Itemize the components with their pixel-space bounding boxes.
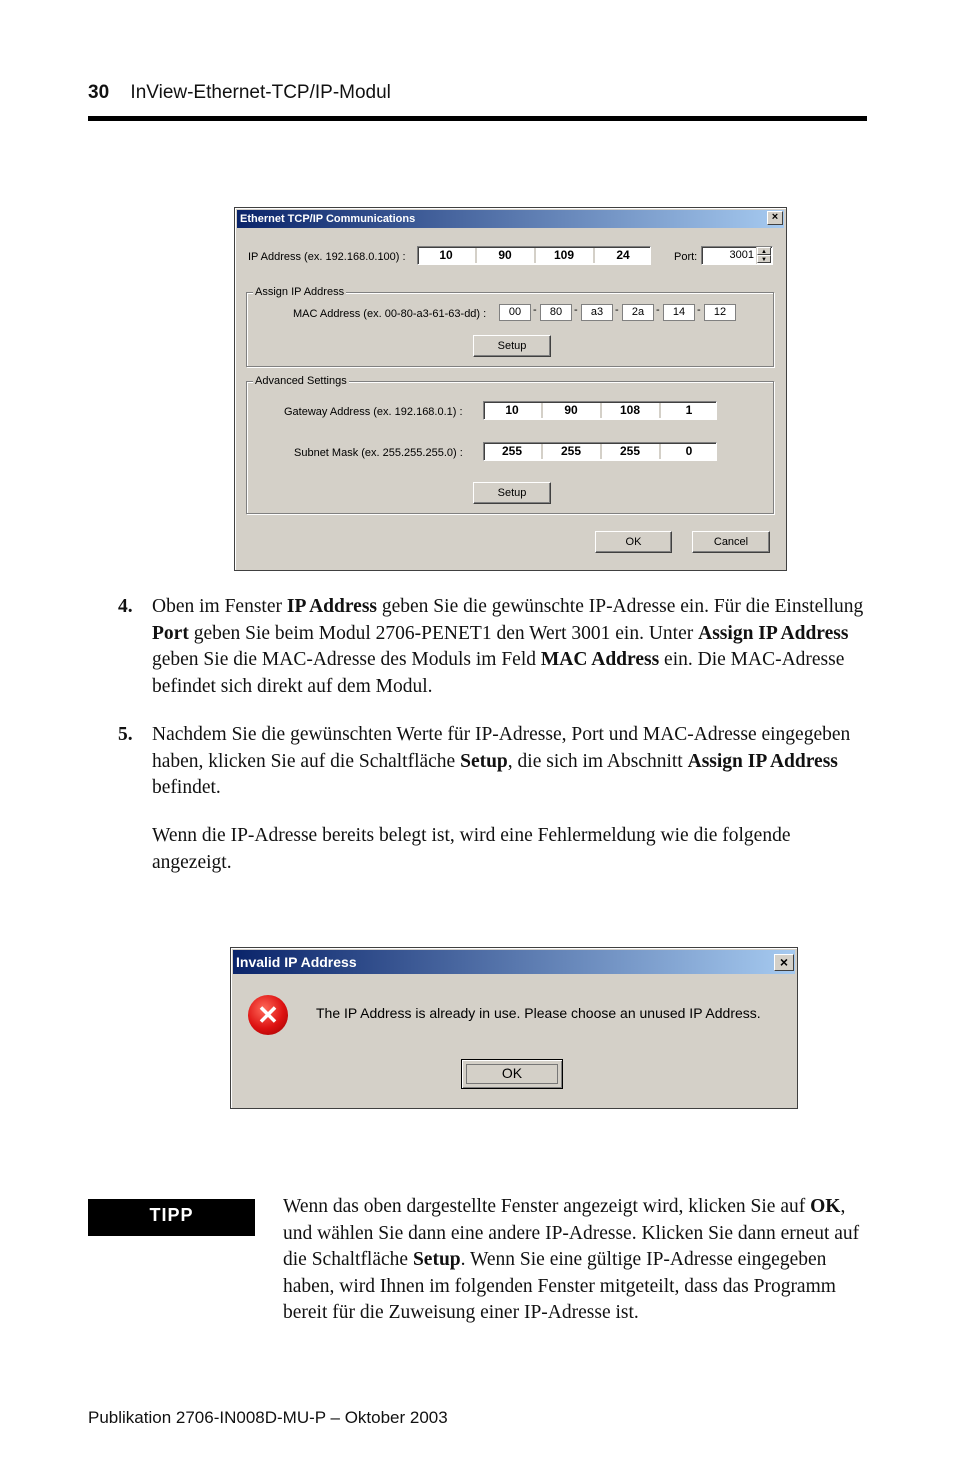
text: Oben im Fenster xyxy=(152,596,287,617)
assign-ip-group-title: Assign IP Address xyxy=(255,286,345,298)
gateway-octet-2: 90 xyxy=(564,403,578,417)
text: geben Sie beim Modul 2706-PENET1 den Wert 3001 ein. Unter xyxy=(188,622,699,644)
text: Wenn das oben dargestellte Fenster angezeigt wird, klicken Sie auf xyxy=(283,1196,811,1217)
term: Setup xyxy=(412,1249,461,1270)
spin-down-icon[interactable]: ▼ xyxy=(757,255,771,263)
gateway-octet-1: 10 xyxy=(505,403,519,417)
spin-up-icon[interactable]: ▲ xyxy=(757,247,771,255)
text: geben Sie die MAC-Adresse des Moduls im Feld xyxy=(152,649,541,670)
port-spinner[interactable] xyxy=(701,246,773,265)
subnet-octet-4: 0 xyxy=(685,444,693,458)
mac-field-2[interactable]: 80 xyxy=(540,304,572,321)
ip-octet-2: 90 xyxy=(498,248,512,262)
term: Setup xyxy=(460,750,508,772)
term: OK xyxy=(810,1196,841,1217)
subnet-label: Subnet Mask (ex. 255.255.255.0) : xyxy=(294,447,463,459)
dialog-title: Invalid IP Address xyxy=(236,954,357,970)
step-number: 5. xyxy=(118,724,133,745)
subnet-field[interactable] xyxy=(483,442,717,461)
mac-field-6[interactable]: 12 xyxy=(704,304,736,321)
mac-address-label: MAC Address (ex. 00-80-a3-61-63-dd) : xyxy=(293,308,487,320)
term: IP Address xyxy=(286,596,377,617)
mac-field-5[interactable]: 14 xyxy=(663,304,695,321)
port-label: Port: xyxy=(674,251,698,263)
step-4 xyxy=(118,594,866,700)
text: befindet. xyxy=(152,777,221,798)
term: Assign IP Address xyxy=(687,750,838,772)
gateway-octet-4: 1 xyxy=(685,403,693,417)
gateway-field[interactable] xyxy=(483,401,717,420)
mac-dash: - xyxy=(574,304,578,316)
text: ein. Die MAC-Adresse befindet sich direkt auf dem Modul. xyxy=(152,649,845,697)
mac-dash: - xyxy=(697,304,701,316)
term: Port xyxy=(152,622,189,644)
ip-address-field[interactable] xyxy=(417,246,651,265)
mac-dash: - xyxy=(615,304,619,316)
mac-dash: - xyxy=(533,304,537,316)
advanced-settings-title: Advanced Settings xyxy=(255,375,347,387)
term: Assign IP Address xyxy=(698,622,849,644)
step-text xyxy=(152,594,866,700)
text: , und wählen Sie dann eine andere IP-Adresse. Klicken Sie dann erneut auf die Schaltfläche xyxy=(283,1196,860,1270)
ip-octet-4: 24 xyxy=(616,248,630,262)
ip-address-label: IP Address (ex. 192.168.0.100) : xyxy=(248,251,406,263)
text: . Wenn Sie eine gültige IP-Adresse eingegeben haben, wird Ihnen im folgenden Fenster mitgeteilt, dass das Programm bereit für die Zuweisung einer IP-Adresse ist. xyxy=(283,1249,836,1323)
text: geben Sie die gewünschte IP-Adresse ein. Für die Einstellung xyxy=(377,596,864,617)
subnet-octet-2: 255 xyxy=(560,444,582,458)
ok-button[interactable]: OK xyxy=(595,531,672,553)
dialog-title-bar xyxy=(233,950,795,974)
setup-button-assign[interactable]: Setup xyxy=(473,335,551,357)
term: MAC Address xyxy=(540,649,660,670)
page-header xyxy=(88,82,391,104)
dialog-title-bar xyxy=(237,210,784,228)
step-number: 4. xyxy=(118,596,133,617)
text: Nachdem Sie die gewünschten Werte für IP-Adresse, Port und MAC-Adresse eingegeben haben, klicken Sie auf die Schaltfläche xyxy=(152,724,851,772)
mac-field-3[interactable]: a3 xyxy=(581,304,613,321)
page-footer: Publikation 2706-IN008D-MU-P – Oktober 2003 xyxy=(88,1408,448,1427)
tcpip-dialog xyxy=(234,207,787,571)
close-button[interactable]: × xyxy=(774,954,794,971)
port-value: 3001 xyxy=(729,249,754,261)
step-5 xyxy=(118,722,866,802)
text: , die sich im Abschnitt xyxy=(507,750,688,772)
page-number: 30 xyxy=(88,82,110,103)
mac-field-1[interactable]: 00 xyxy=(499,304,531,321)
gateway-octet-3: 108 xyxy=(619,403,641,417)
header-rule xyxy=(88,116,867,121)
subnet-octet-1: 255 xyxy=(501,444,523,458)
close-button[interactable]: × xyxy=(767,211,783,225)
spinner-arrows[interactable] xyxy=(756,247,771,264)
mac-dash: - xyxy=(656,304,660,316)
invalid-ip-dialog xyxy=(230,947,798,1109)
mac-field-4[interactable]: 2a xyxy=(622,304,654,321)
tip-text xyxy=(283,1194,867,1327)
cancel-button[interactable]: Cancel xyxy=(692,531,770,553)
gateway-label: Gateway Address (ex. 192.168.0.1) : xyxy=(284,406,463,418)
note-paragraph: Wenn die IP-Adresse bereits belegt ist, wird eine Fehlermeldung wie die folgende angezeigt. xyxy=(152,825,791,873)
ip-octet-3: 109 xyxy=(553,248,575,262)
error-icon: ✕ xyxy=(248,995,288,1035)
error-message: The IP Address is already in use. Please choose an unused IP Address. xyxy=(316,1005,761,1021)
ip-octet-1: 10 xyxy=(439,248,453,262)
subnet-octet-3: 255 xyxy=(619,444,641,458)
dialog-title: Ethernet TCP/IP Communications xyxy=(240,213,416,225)
header-title: InView-Ethernet-TCP/IP-Modul xyxy=(130,82,391,103)
tip-label: TIPP xyxy=(88,1199,255,1236)
step-text xyxy=(152,722,866,802)
setup-button-advanced[interactable]: Setup xyxy=(473,482,551,504)
ok-button[interactable]: OK xyxy=(461,1059,563,1089)
